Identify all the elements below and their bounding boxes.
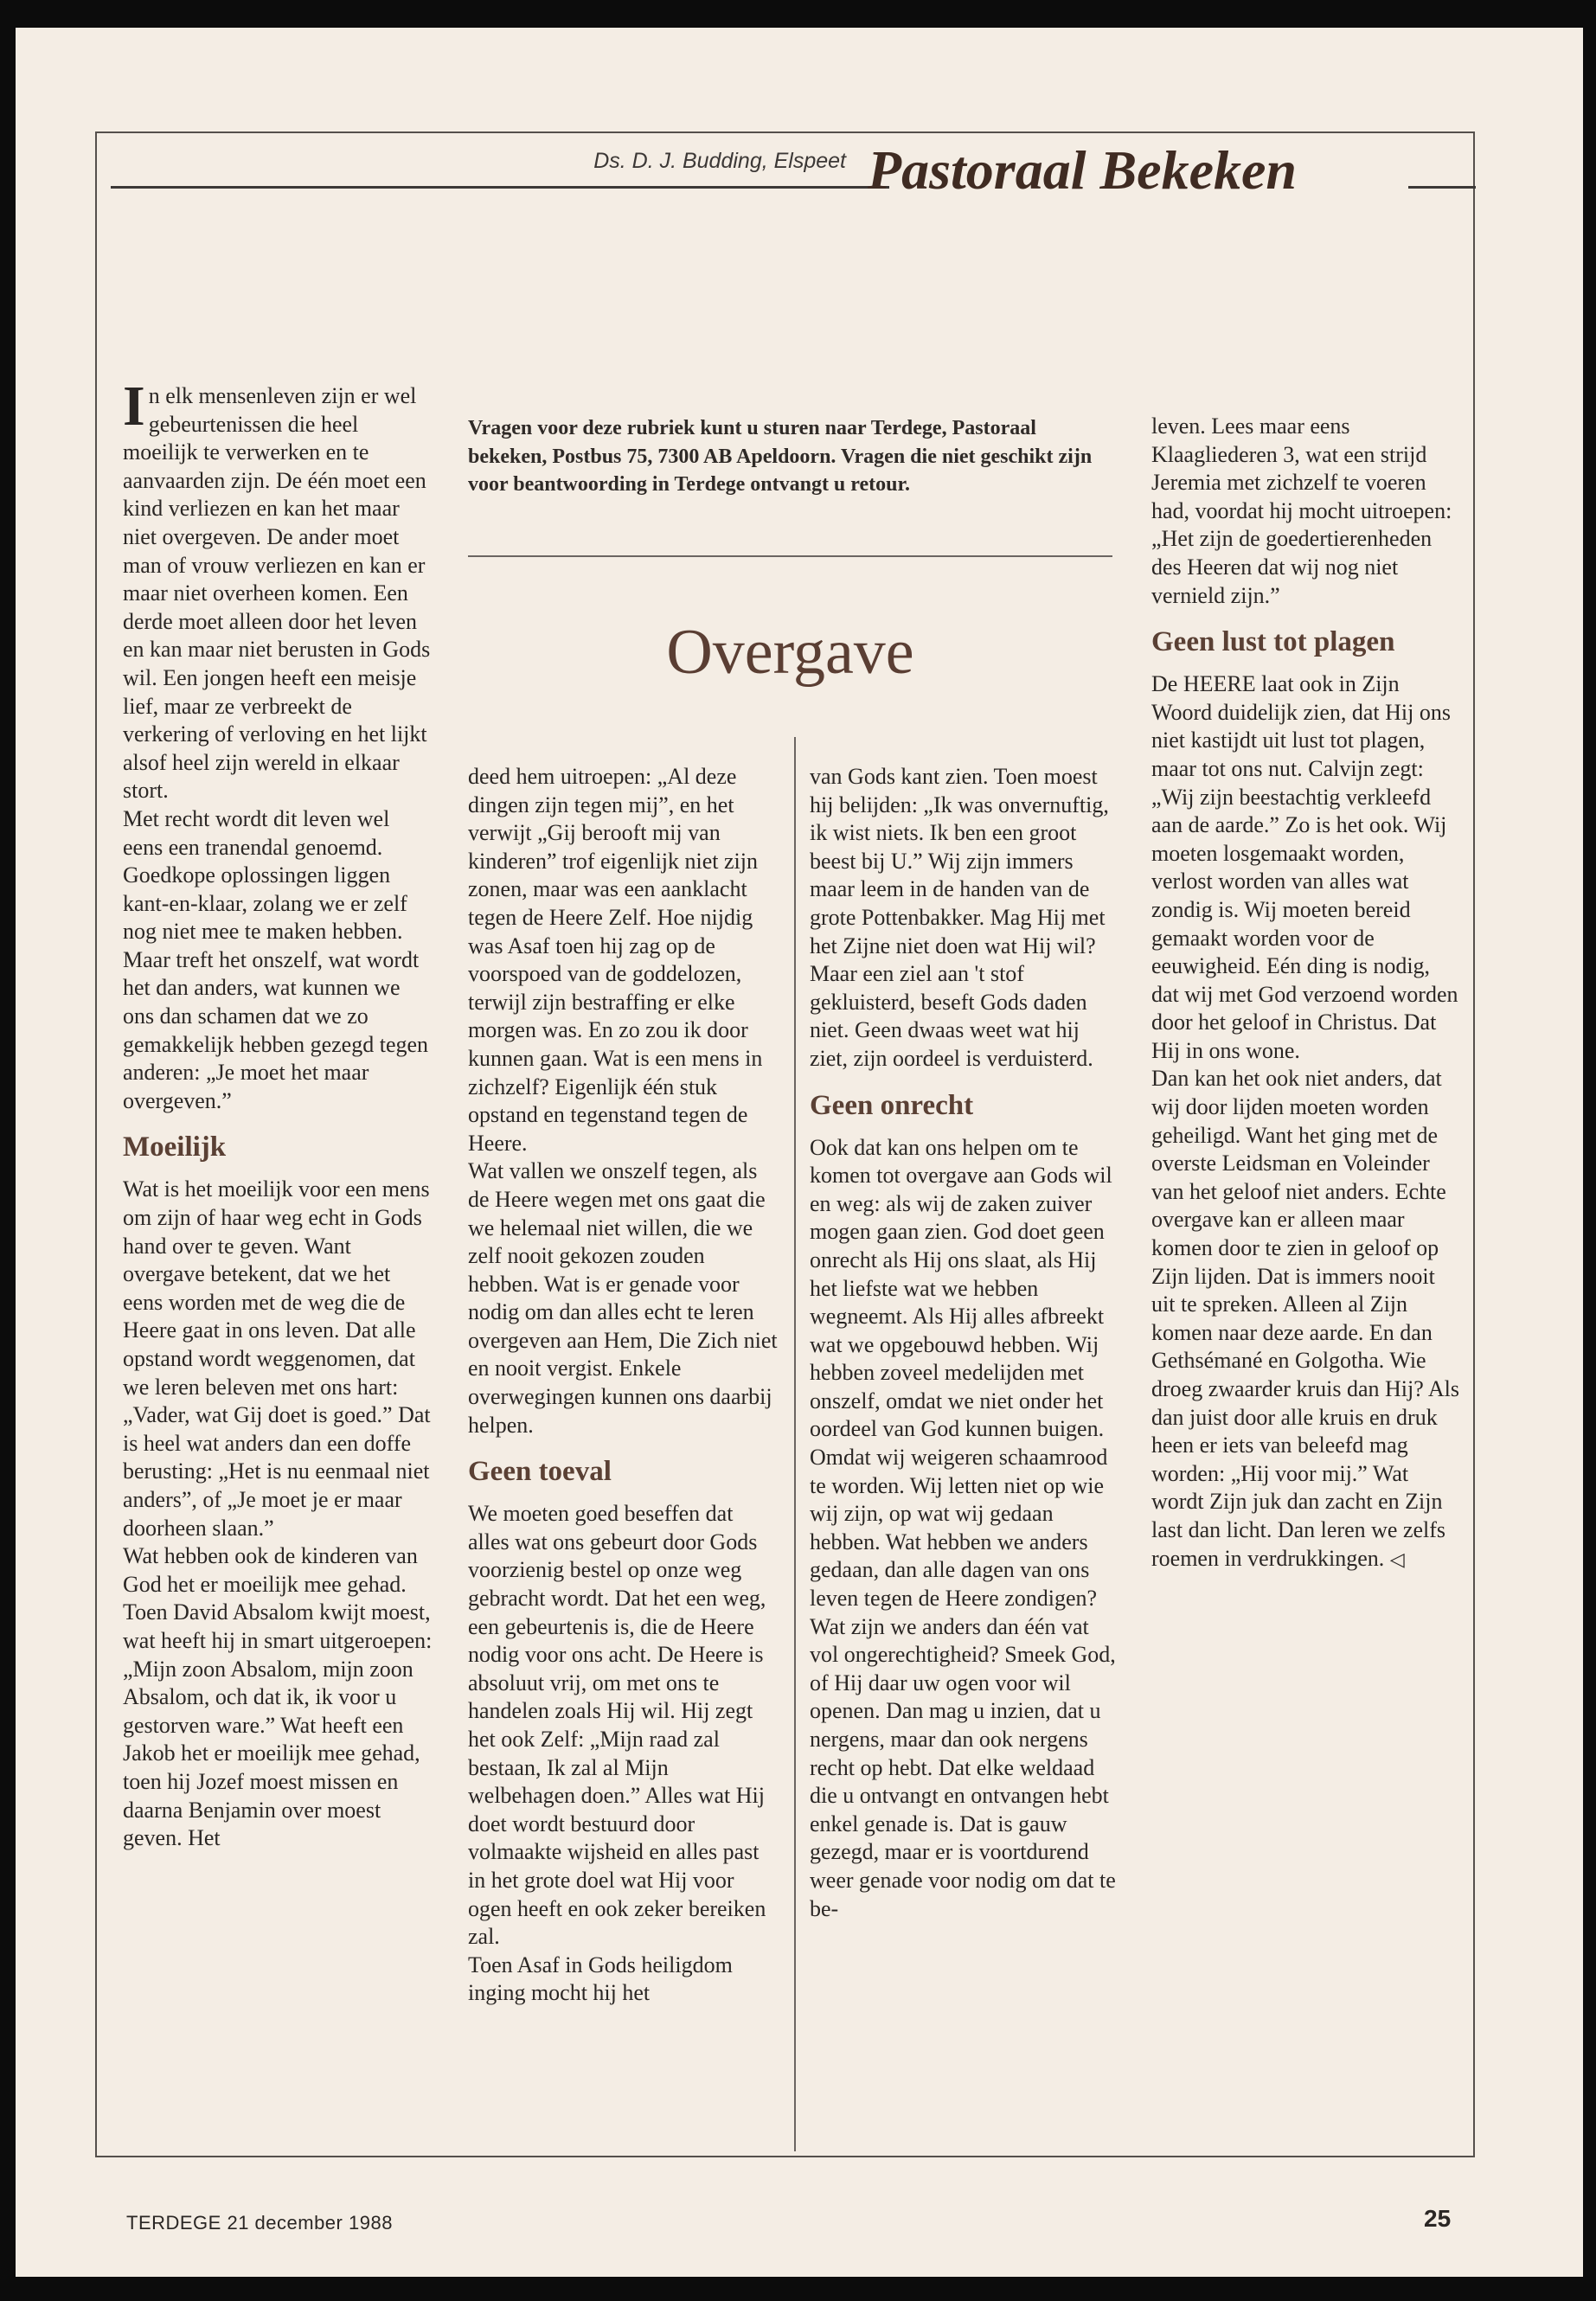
paragraph: Ook dat kan ons helpen om te komen tot overgave aan Gods wil en weg: als wij de zaken zuiver mogen gaan zien. God doet geen onrecht als Hij ons slaat, als Hij het liefste wat we hebben wegneemt. Als Hij alles afbreekt wat we opgebouwd hebben. Wij hebben zoveel medelijden met onszelf, omdat we niet onder het oordeel van God kunnen buigen. Omdat wij weigeren schaamrood te worden. Wij letten niet op wie wij zijn, op wat wij gedaan hebben. Wat hebben we anders gedaan, dan alle dagen van ons leven tegen de Heere zondigen? Wat zijn we anders dan één vat vol ongerechtigheid? Smeek God, of Hij daar uw ogen voor wil openen. Dan mag u inzien, dat u nergens, maar dan ook nergens recht op hebt. Dat elke weldaad die u ontvangt en ontvangen hebt enkel genade is. Dat is gauw gezegd, maar er is voortdurend weer genade voor nodig om dat te be- [810, 1134, 1116, 1921]
header-rule [111, 186, 889, 189]
article-column-1 [123, 375, 434, 1853]
page-number: 25 [1424, 2205, 1452, 2232]
paragraph: leven. Lees maar eens Klaagliederen 3, wat een strijd Jeremia met zichzelf te voeren had, voordat hij mocht uitroepen: „Het zijn de goedertierenheden des Heeren dat wij nog niet vernield zijn.” [1151, 413, 1452, 608]
paragraph: Wat hebben ook de kinderen van God het er moeilijk mee gehad. Toen David Absalom kwijt moest, wat heeft hij in smart uitgeroepen: „Mijn zoon Absalom, mijn zoon Absalom, och dat ik, ik voor u gestorven ware.” Wat heeft een Jakob het er moeilijk mee gehad, toen hij Jozef moest missen en daarna Benjamin over moest geven. Het [123, 1543, 433, 1851]
closing-paragraph [1151, 1065, 1463, 1574]
paragraph: We moeten goed beseffen dat alles wat ons gebeurt door Gods voorzienig bestel op onze weg gebracht wordt. Dat het een weg, een gebeurtenis is, die de Heere nodig voor ons acht. De Heere is absoluut vrij, om met ons te handelen zoals Hij wil. Hij zegt het ook Zelf: „Mijn raad zal bestaan, Ik zal al Mijn welbehagen doen.” Alles wat Hij doet wordt bestuurd door volmaakte wijsheid en alles past in het grote doel wat Hij voor ogen heeft en ook zeker bereiken zal. [468, 1501, 766, 1950]
subheading: Moeilijk [123, 1131, 227, 1163]
paragraph: Toen Asaf in Gods heiligdom inging mocht hij het [468, 1952, 733, 2006]
publication-footer: TERDEGE 21 december 1988 [126, 2212, 393, 2234]
paragraph: Maar treft het onszelf, wat wordt het dan anders, wat kunnen we ons dan schamen dat we zo gemakkelijk hebben gezegd tegen anderen: „Je moet het maar overgeven.” [123, 946, 429, 1113]
magazine-page [16, 28, 1583, 2277]
article-column-4 [1151, 413, 1463, 1574]
subheading: Geen onrecht [810, 1089, 974, 1121]
article-column-2 [468, 763, 779, 2008]
intro-divider [468, 555, 1112, 557]
end-mark-icon: ◁ [1389, 1548, 1405, 1571]
paragraph: Wat vallen we onszelf tegen, als de Heere wegen met ons gaat die we helemaal niet willen, die we zelf nooit gekozen zouden hebben. Wat is er genade voor nodig om dan alles echt te leren overgeven aan Hem, Die Zich niet en nooit vergist. Enkele overwegingen kunnen ons daarbij helpen. [468, 1158, 778, 1438]
paragraph: deed hem uitroepen: „Al deze dingen zijn tegen mij”, en het verwijt „Gij berooft mij van kinderen” trof eigenlijk niet zijn zonen, maar was een aanklacht tegen de Heere Zelf. Hoe nijdig was Asaf toen hij zag op de voorspoed van de goddelozen, terwijl zijn bestraffing er elke morgen was. En zo zou ik door kunnen gaan. Wat is een mens in zichzelf? Eigenlijk één stuk opstand en tegenstand tegen de Heere. [468, 764, 763, 1156]
author-byline: Ds. D. J. Budding, Elspeet [593, 149, 846, 173]
article-title: Overgave [666, 617, 914, 688]
subheading: Geen toeval [468, 1456, 612, 1488]
rubric-intro: Vragen voor deze rubriek kunt u sturen naar Terdege, Pastoraal bekeken, Postbus 75, 7300 AB Apeldoorn. Vragen die niet geschikt zijn voor beantwoording in Terdege ontvangt u retour. [468, 417, 1093, 496]
paragraph: De HEERE laat ook in Zijn Woord duidelijk zien, dat Hij ons niet kastijdt uit lust tot plagen, maar tot ons nut. Calvijn zegt: „Wij zijn beestachtig verkleefd aan de aarde.” Zo is het ook. Wij moeten losgemaakt worden, verlost worden van alles wat zondig is. Wij moeten bereid gemaakt worden voor de eeuwigheid. Eén ding is nodig, dat wij met God verzoend worden door het geloof in Christus. Dat Hij in ons wone. [1151, 671, 1458, 1063]
section-title: Pastoraal Bekeken [868, 139, 1297, 201]
paragraph: van Gods kant zien. Toen moest hij belijden: „Ik was onvernuftig, ik wist niets. Ik ben een groot beest bij U.” Wij zijn immers maar leem in de handen van de grote Pottenbakker. Mag Hij met het Zijne niet doen wat Hij wil? Maar een ziel aan 't stof gekluisterd, beseft Gods daden niet. Geen dwaas weet wat hij ziet, zijn oordeel is verduisterd. [810, 764, 1109, 1071]
article-column-3 [810, 763, 1121, 1923]
paragraph-text: n elk mensenleven zijn er wel gebeurtenissen die heel moeilijk te verwerken en te aanvaarden zijn. De één moet een kind verliezen en kan het maar niet overgeven. De ander moet man of vrouw verliezen en kan er maar niet overheen komen. Een derde moet alleen door het leven en kan maar niet berusten in Gods wil. Een jongen heeft een meisje lief, maar ze verbreekt de verkering of verloving en het lijkt alsof heel zijn wereld in elkaar stort. [123, 383, 431, 804]
paragraph: Wat is het moeilijk voor een mens om zijn of haar weg echt in Gods hand over te geven. Want overgave betekent, dat we het eens worden met de weg die de Heere gaat in ons leven. Dat alle opstand wordt weggenomen, dat we leren beleven met ons hart: „Vader, wat Gij doet is goed.” Dat is heel wat anders dan een doffe berusting: „Het is nu eenmaal niet anders”, of „Je moet je er maar doorheen slaan.” [123, 1176, 431, 1541]
subheading: Geen lust tot plagen [1151, 626, 1395, 658]
column-divider [794, 737, 796, 2151]
opening-paragraph [123, 375, 434, 805]
drop-cap: I [123, 375, 145, 438]
paragraph: Met recht wordt dit leven wel eens een tranendal genoemd. Goedkope oplossingen liggen kant-en-klaar, zolang we er zelf nog niet mee te maken hebben. [123, 805, 407, 945]
paragraph-text: Dan kan het ook niet anders, dat wij door lijden moeten worden geheiligd. Want het ging met de overste Leidsman en Voleinder van het geloof niet anders. Echte overgave kan er alleen maar komen door te zien in geloof op Zijn lijden. Dat is immers nooit uit te spreken. Alleen al Zijn komen naar deze aarde. En dan Gethsémané en Golgotha. Wie droeg zwaarder kruis dan Hij? Als dan juist door alle kruis en druk heen er iets van beleefd mag worden: „Hij voor mij.” Wat wordt Zijn juk dan zacht en Zijn last dan licht. Dan leren we zelfs roemen in verdrukkingen. [1151, 1066, 1459, 1571]
